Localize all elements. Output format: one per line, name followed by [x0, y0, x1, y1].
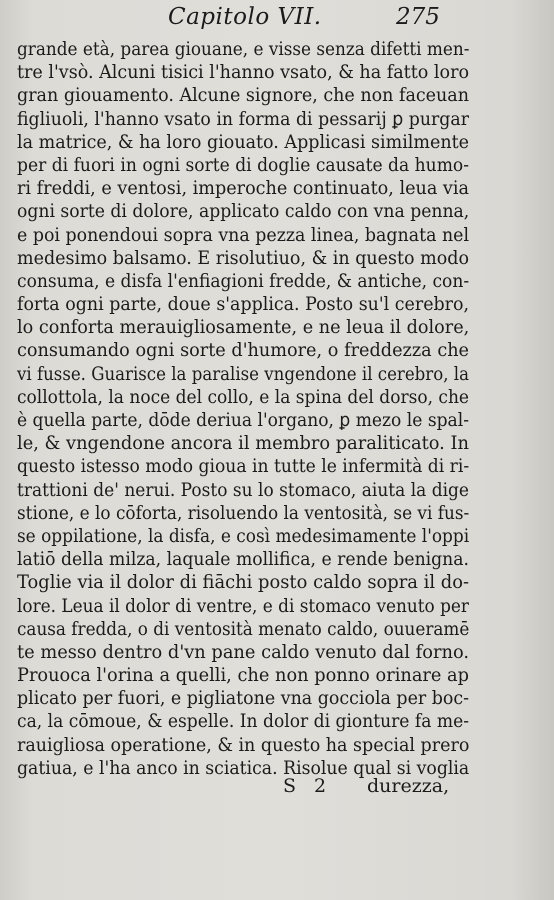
- text-line: lo conforta merauigliosamente, e ne leua il dolore,: [17, 317, 470, 339]
- text-line: vi fusse. Guarisce la paralise vngendone il cerebro, la: [17, 363, 469, 385]
- catchword: durezza,: [367, 775, 450, 797]
- text-line: figliuoli, l'hanno vsato in forma di pessarij ꝑ purgar: [17, 108, 469, 130]
- signature-mark: S 2: [283, 775, 333, 797]
- running-title: Capitolo VII.: [168, 4, 322, 30]
- text-line: ogni sorte di dolore, applicato caldo con vna penna,: [17, 201, 470, 223]
- text-line: questo istesso modo gioua in tutte le infermità di ri-: [17, 456, 470, 478]
- text-line: consuma, e disfa l'enfiagioni fredde, & antiche, con-: [17, 270, 470, 292]
- text-line: trattioni de' nerui. Posto su lo stomaco, aiuta la dige: [17, 479, 470, 501]
- text-line: te messo dentro d'vn pane caldo venuto dal forno.: [17, 641, 469, 663]
- text-line: grande età, parea giouane, e visse senza difetti men-: [17, 39, 470, 60]
- text-line: per di fuori in ogni sorte di doglie causate da humo-: [17, 154, 469, 176]
- text-line: lore. Leua il dolor di ventre, e di stomaco venuto per: [17, 595, 469, 617]
- page-footer: [0, 775, 554, 801]
- text-line: e poi ponendoui sopra vna pezza linea, bagnata nel: [17, 224, 470, 246]
- text-line: Prouoca l'orina a quelli, che non ponno orinare ap: [17, 665, 470, 687]
- text-line: forta ogni parte, doue s'applica. Posto su'l cerebro,: [17, 294, 470, 316]
- text-line: Toglie via il dolor di fiāchi posto caldo sopra il do-: [17, 572, 469, 594]
- text-line: collottola, la noce del collo, e la spina del dorso, che: [17, 386, 470, 408]
- text-line: ri freddi, e ventosi, imperoche continuato, leua via: [17, 178, 470, 200]
- text-line: medesimo balsamo. E risolutiuo, & in questo modo: [17, 247, 469, 269]
- text-line: la matrice, & ha loro giouato. Applicasi similmente: [17, 131, 469, 153]
- text-line: è quella parte, dōde deriua l'organo, ꝑ mezo le spal-: [17, 410, 469, 431]
- text-line: gran giouamento. Alcune signore, che non faceuan: [17, 85, 469, 107]
- text-line: latiō della milza, laquale mollifica, e rende benigna.: [17, 549, 469, 571]
- text-line: rauigliosa operatione, & in questo ha special prero: [17, 734, 470, 756]
- text-line: causa fredda, o di ventosità menato caldo, ouueramē: [17, 618, 470, 640]
- text-line: gatiua, e l'ha anco in sciatica. Risolue qual si voglia: [17, 757, 470, 779]
- running-head: [0, 2, 554, 32]
- text-line: tre l'vsò. Alcuni tisici l'hanno vsato, & ha fatto loro: [17, 62, 470, 84]
- text-line: se oppilatione, la disfa, e così medesimamente l'oppi: [17, 525, 470, 547]
- page-number: 275: [396, 4, 440, 30]
- text-line: ca, la cōmoue, & espelle. In dolor di gionture fa me-: [17, 711, 469, 733]
- text-line: consumando ogni sorte d'humore, o freddezza che: [17, 340, 470, 362]
- body-text: [17, 38, 469, 780]
- text-line: stione, e lo cōforta, risoluendo la ventosità, se vi fus-: [17, 502, 470, 524]
- text-line: le, & vngendone ancora il membro paraliticato. In: [17, 433, 469, 455]
- text-line: plicato per fuori, e pigliatone vna gocciola per boc-: [17, 688, 470, 710]
